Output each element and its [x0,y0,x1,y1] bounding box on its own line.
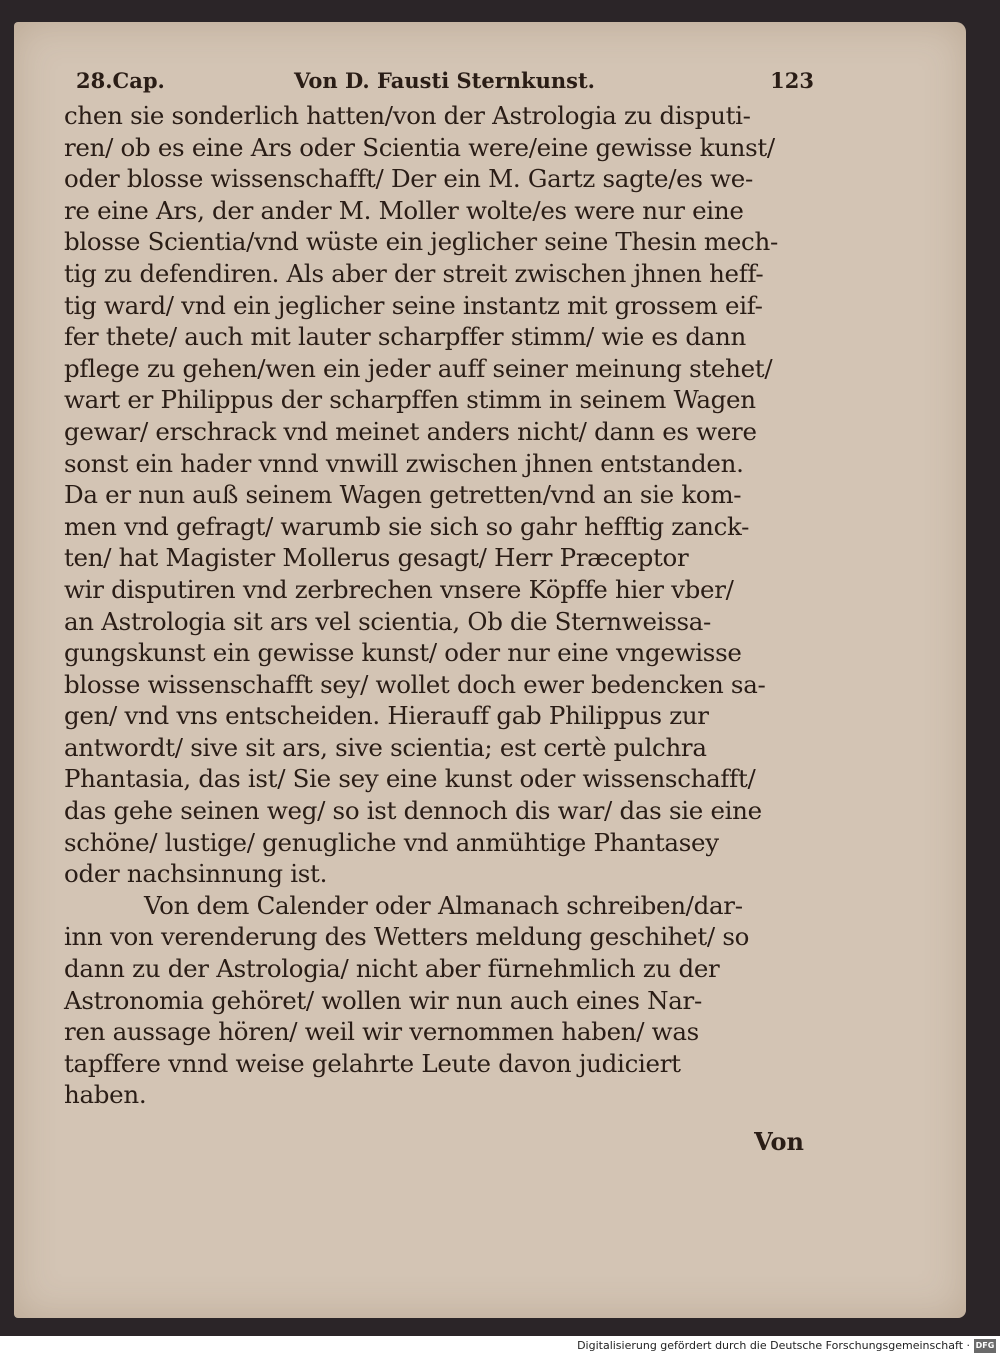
text-line: schöne/ lustige/ genugliche vnd anmühtige Phantasey [64,827,719,857]
chapter-label: 28.Cap. [76,68,165,93]
text-line: Phantasia, das ist/ Sie sey eine kunst oder wissenschafft/ [64,764,756,794]
text-line: an Astrologia sit ars vel scientia, Ob die Sternweissa- [64,606,712,636]
footer-bar [0,1336,1000,1357]
text-line: oder nachsinnung ist. [64,859,328,889]
text-line: fer thete/ auch mit lauter scharpffer stimm/ wie es dann [64,322,746,352]
text-line: oder blosse wissenschafft/ Der ein M. Gartz sagte/es we- [64,164,753,194]
paragraph-1 [64,100,804,890]
text-line: blosse Scientia/vnd wüste ein jeglicher seine Thesin mech- [64,227,778,257]
page-number: 123 [770,68,814,93]
text-line: pflege zu gehen/wen ein jeder auff seiner meinung stehet/ [64,353,773,383]
text-line: inn von verenderung des Wetters meldung geschihet/ so [64,922,750,952]
text-line: blosse wissenschafft sey/ wollet doch ewer bedencken sa- [64,669,766,699]
text-line: re eine Ars, der ander M. Moller wolte/es were nur eine [64,195,744,225]
text-line: tig zu defendiren. Als aber der streit zwischen jhnen heff- [64,258,764,288]
book-page [14,22,966,1318]
running-title: Von D. Fausti Sternkunst. [294,68,595,93]
running-head [64,66,814,100]
text-line: gewar/ erschrack vnd meinet anders nicht/ dann es were [64,416,757,446]
paragraph-2 [64,890,804,1111]
text-line: dann zu der Astrologia/ nicht aber fürnehmlich zu der [64,954,720,984]
text-line: Da er nun auß seinem Wagen getretten/vnd an sie kom- [64,480,742,510]
page-content [64,66,814,1156]
text-line: haben. [64,1080,147,1110]
text-line: wart er Philippus der scharpffen stimm in seinem Wagen [64,385,756,415]
text-line: chen sie sonderlich hatten/von der Astrologia zu disputi- [64,101,751,130]
text-line: das gehe seinen weg/ so ist dennoch dis war/ das sie eine [64,796,762,826]
text-line: antwordt/ sive sit ars, sive scientia; est certè pulchra [64,732,707,762]
text-line: Von dem Calender oder Almanach schreiben/dar- [144,890,743,920]
text-line: sonst ein hader vnnd vnwill zwischen jhnen entstanden. [64,448,744,478]
text-line: gen/ vnd vns entscheiden. Hierauff gab Philippus zur [64,701,709,731]
catchword: Von [754,1127,804,1156]
text-line: tapffere vnnd weise gelahrte Leute davon judiciert [64,1048,681,1078]
text-line: men vnd gefragt/ warumb sie sich so gahr hefftig zanck- [64,511,750,541]
text-line: gungskunst ein gewisse kunst/ oder nur eine vngewisse [64,638,742,668]
text-line: tig ward/ vnd ein jeglicher seine instantz mit grossem eif- [64,290,763,320]
text-line: ten/ hat Magister Mollerus gesagt/ Herr Præceptor [64,543,689,573]
text-line: ren/ ob es eine Ars oder Scientia were/eine gewisse kunst/ [64,132,775,162]
dfg-logo: DFG [974,1339,996,1353]
text-line: ren aussage hören/ weil wir vernommen haben/ was [64,1017,699,1047]
text-line: Astronomia gehöret/ wollen wir nun auch eines Nar- [64,985,702,1015]
funding-credit: Digitalisierung gefördert durch die Deutsche Forschungsgemeinschaft · [577,1339,970,1352]
text-line: wir disputiren vnd zerbrechen vnsere Köpffe hier vber/ [64,574,734,604]
